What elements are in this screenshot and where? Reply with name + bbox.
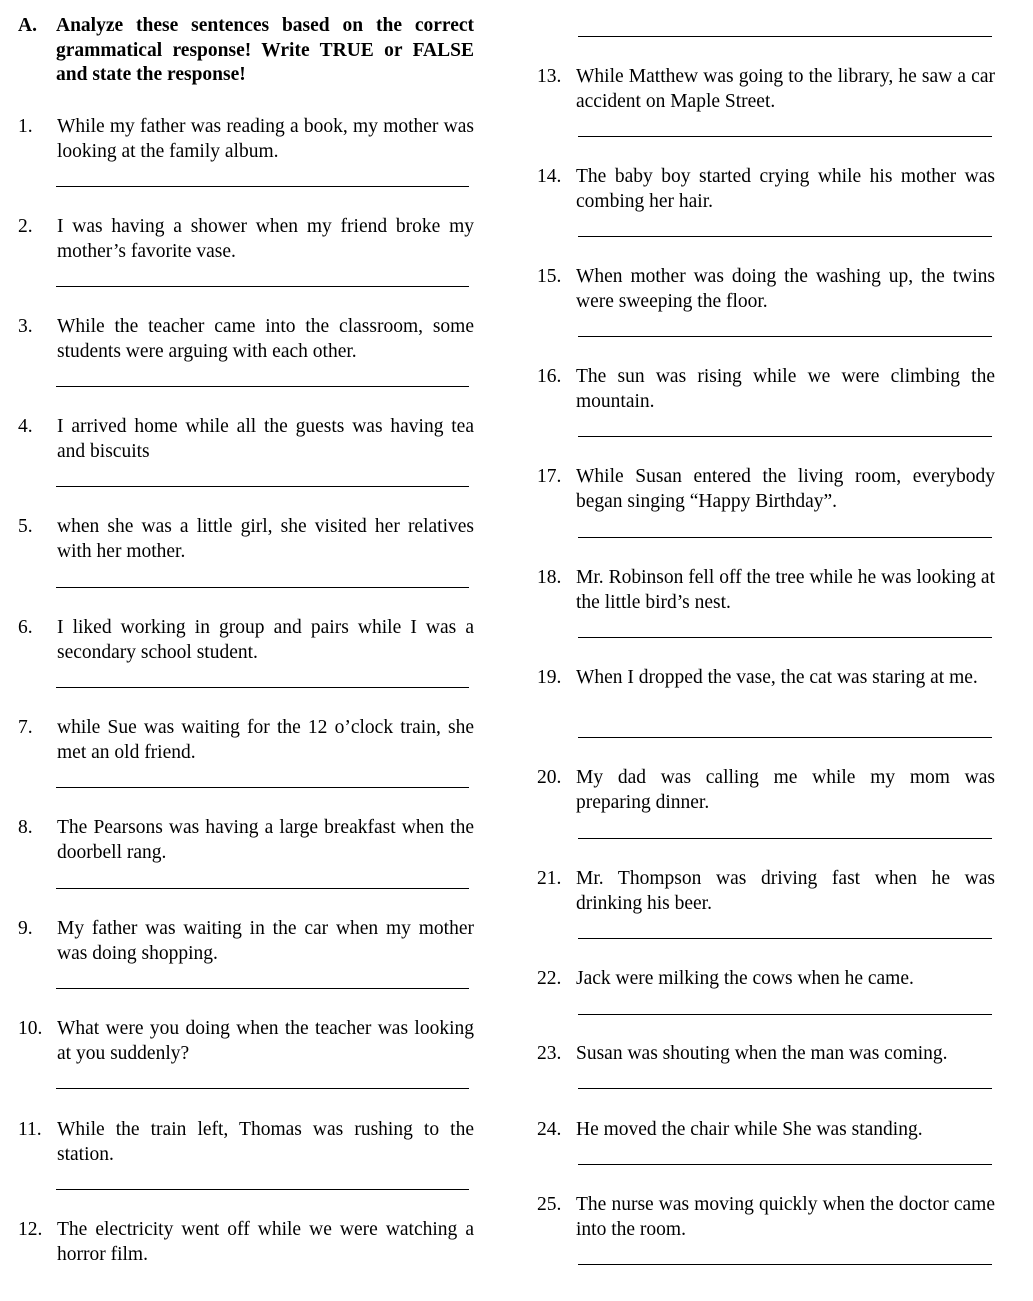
section-label: A. (18, 15, 37, 36)
answer-line[interactable] (578, 1264, 992, 1265)
question-text: The Pearsons was having a large breakfast when the doorbell rang. (57, 817, 474, 863)
question-number: 12. (18, 1219, 43, 1240)
answer-line[interactable] (56, 888, 469, 889)
question-number: 2. (18, 216, 33, 237)
question-number: 6. (18, 617, 33, 638)
question-text: I liked working in group and pairs while I was a secondary school student. (57, 617, 474, 663)
question-text: My father was waiting in the car when my mother was doing shopping. (57, 918, 474, 964)
question-text: when she was a little girl, she visited her relatives with her mother. (57, 516, 474, 562)
question-number: 25. (537, 1194, 562, 1215)
question-number: 17. (537, 466, 562, 487)
answer-line[interactable] (578, 1014, 992, 1015)
question-text: The nurse was moving quickly when the doctor came into the room. (576, 1194, 995, 1240)
answer-line[interactable] (578, 1164, 992, 1165)
answer-line[interactable] (56, 787, 469, 788)
question-text: Susan was shouting when the man was coming. (576, 1043, 948, 1064)
question-number: 3. (18, 316, 33, 337)
answer-line[interactable] (56, 988, 469, 989)
question-text: He moved the chair while She was standing. (576, 1119, 923, 1140)
question-text: Mr. Thompson was driving fast when he was drinking his beer. (576, 868, 995, 914)
answer-line[interactable] (578, 336, 992, 337)
question-number: 9. (18, 918, 33, 939)
question-number: 19. (537, 667, 562, 688)
question-number: 7. (18, 717, 33, 738)
question-number: 16. (537, 366, 562, 387)
answer-line[interactable] (56, 1088, 469, 1089)
question-text: While Susan entered the living room, everybody began singing “Happy Birthday”. (576, 466, 995, 512)
question-text: The sun was rising while we were climbing the mountain. (576, 366, 995, 412)
question-text: I was having a shower when my friend broke my mother’s favorite vase. (57, 216, 474, 262)
question-text: While the train left, Thomas was rushing to the station. (57, 1119, 474, 1165)
answer-line[interactable] (56, 186, 469, 187)
question-text: While Matthew was going to the library, he saw a car accident on Maple Street. (576, 66, 995, 112)
answer-line[interactable] (578, 838, 992, 839)
answer-line[interactable] (56, 286, 469, 287)
answer-line[interactable] (56, 486, 469, 487)
question-text: My dad was calling me while my mom was preparing dinner. (576, 767, 995, 813)
answer-line[interactable] (578, 637, 992, 638)
answer-line[interactable] (578, 236, 992, 237)
question-number: 15. (537, 266, 562, 287)
question-number: 4. (18, 416, 33, 437)
question-text: While my father was reading a book, my mother was looking at the family album. (57, 116, 474, 162)
question-text: The baby boy started crying while his mother was combing her hair. (576, 166, 995, 212)
answer-line[interactable] (578, 1088, 992, 1089)
answer-line[interactable] (56, 1189, 469, 1190)
question-text: Jack were milking the cows when he came. (576, 968, 914, 989)
question-text: While the teacher came into the classroom, some students were arguing with each other. (57, 316, 474, 362)
answer-line[interactable] (578, 136, 992, 137)
question-text: I arrived home while all the guests was having tea and biscuits (57, 416, 474, 462)
question-number: 11. (18, 1119, 42, 1140)
section-instruction: Analyze these sentences based on the correct grammatical response! Write TRUE or FALSE and state the response! (56, 15, 474, 85)
question-number: 5. (18, 516, 33, 537)
question-text: The electricity went off while we were watching a horror film. (57, 1219, 474, 1265)
answer-line[interactable] (56, 687, 469, 688)
question-number: 20. (537, 767, 562, 788)
question-number: 14. (537, 166, 562, 187)
answer-line[interactable] (578, 737, 992, 738)
answer-line[interactable] (578, 938, 992, 939)
question-text: Mr. Robinson fell off the tree while he was looking at the little bird’s nest. (576, 567, 995, 613)
answer-line[interactable] (578, 436, 992, 437)
question-text: When mother was doing the washing up, the twins were sweeping the floor. (576, 266, 995, 312)
question-number: 22. (537, 968, 562, 989)
question-number: 13. (537, 66, 562, 87)
question-number: 23. (537, 1043, 562, 1064)
answer-line[interactable] (56, 587, 469, 588)
question-text: while Sue was waiting for the 12 o’clock train, she met an old friend. (57, 717, 474, 763)
question-number: 21. (537, 868, 562, 889)
question-number: 18. (537, 567, 562, 588)
question-number: 1. (18, 116, 33, 137)
question-text: What were you doing when the teacher was looking at you suddenly? (57, 1018, 474, 1064)
question-number: 8. (18, 817, 33, 838)
question-number: 10. (18, 1018, 43, 1039)
question-text: When I dropped the vase, the cat was staring at me. (576, 667, 978, 688)
answer-line[interactable] (578, 36, 992, 37)
answer-line[interactable] (56, 386, 469, 387)
answer-line[interactable] (578, 537, 992, 538)
question-number: 24. (537, 1119, 562, 1140)
